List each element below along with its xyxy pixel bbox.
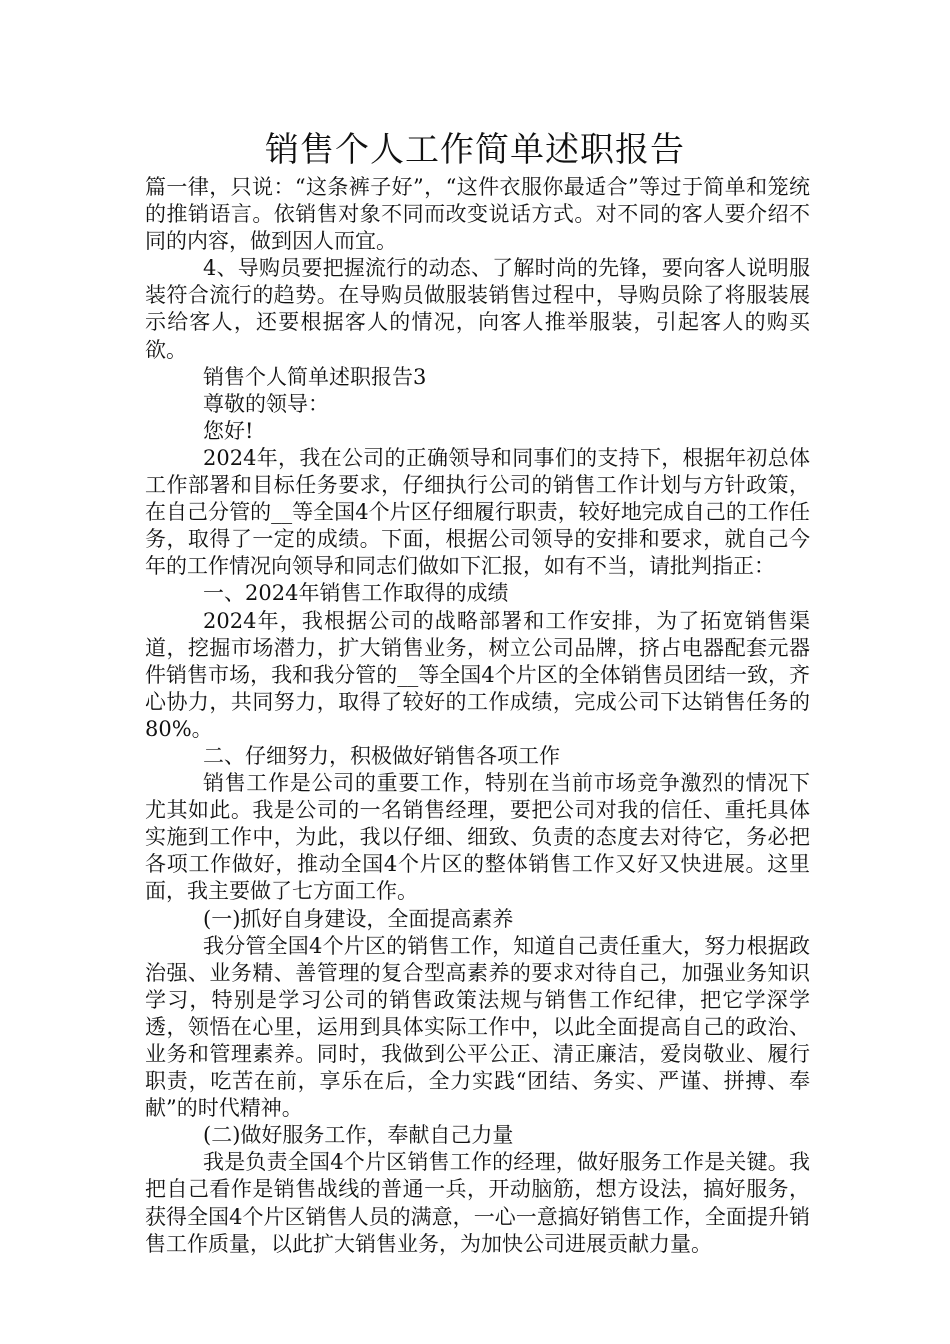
paragraph-achievements: 2024年，我根据公司的战略部署和工作安排，为了拓宽销售渠道，挖掘市场潜力，扩大销售业务，树立公司品牌，挤占电器配套元器件销售市场，我和我分管的__等全国4个片区的全体销售员团结一致，齐心协力，共同努力，取得了较好的工作成绩，完成公司下达销售任务的80%。 (145, 608, 810, 741)
paragraph-diligent-work: 销售工作是公司的重要工作，特别在当前市场竞争激烈的情况下尤其如此。我是公司的一名销售经理，要把公司对我的信任、重托具体实施到工作中，为此，我以仔细、细致、负责的态度去对待它，务必把各项工作做好，推动全国4个片区的整体销售工作又好又快进展。这里面，我主要做了七方面工作。 (145, 771, 810, 904)
heading-diligent-work: 二、仔细努力，积极做好销售各项工作 (203, 743, 560, 768)
heading-achievements: 一、2024年销售工作取得的成绩 (203, 581, 509, 606)
heading-self-building: (一)抓好自身建设，全面提高素养 (203, 906, 514, 931)
greeting: 您好! (203, 418, 254, 443)
paragraph-service: 我是负责全国4个片区销售工作的经理，做好服务工作是关键。我把自己看作是销售战线的普通一兵，开动脑筋，想方设法，搞好服务，获得全国4个片区销售人员的满意，一心一意搞好销售工作，全面提升销售工作质量，以此扩大销售业务，为加快公司进展贡献力量。 (145, 1150, 810, 1256)
document-body (145, 174, 810, 1258)
heading-service: (二)做好服务工作，奉献自己力量 (203, 1123, 514, 1148)
salutation: 尊敬的领导： (203, 391, 329, 416)
paragraph-continuation: 篇一律，只说：“这条裤子好”，“这件衣服你最适合”等过于简单和笼统的推销语言。依销售对象不同而改变说话方式。对不同的客人要介绍不同的内容，做到因人而宜。 (145, 175, 810, 254)
paragraph-self-building: 我分管全国4个片区的销售工作，知道自己责任重大，努力根据政治强、业务精、善管理的复合型高素养的要求对待自己，加强业务知识学习，特别是学习公司的销售政策法规与销售工作纪律，把它学深学透，领悟在心里，运用到具体实际工作中，以此全面提高自己的政治、业务和管理素养。同时，我做到公平公正、清正廉洁，爱岗敬业、履行职责，吃苦在前，享乐在后，全力实践“团结、务实、严谨、拼搏、奉献”的时代精神。 (145, 933, 810, 1121)
paragraph-intro: 2024年，我在公司的正确领导和同事们的支持下，根据年初总体工作部署和目标任务要求，仔细执行公司的销售工作计划与方针政策，在自己分管的__等全国4个片区仔细履行职责，较好地完成自己的工作任务，取得了一定的成绩。下面，根据公司领导的安排和要求，就自己今年的工作情况向领导和同志们做如下汇报，如有不当，请批判指正： (145, 445, 810, 579)
paragraph-guide-trend: 4、导购员要把握流行的动态、了解时尚的先锋，要向客人说明服装符合流行的趋势。在导购员做服装销售过程中，导购员除了将服装展示给客人，还要根据客人的情况，向客人推举服装，引起客人的购买欲。 (145, 256, 810, 362)
section-heading-report3: 销售个人简单述职报告3 (203, 364, 427, 389)
document-title: 销售个人工作简单述职报告 (265, 130, 685, 170)
